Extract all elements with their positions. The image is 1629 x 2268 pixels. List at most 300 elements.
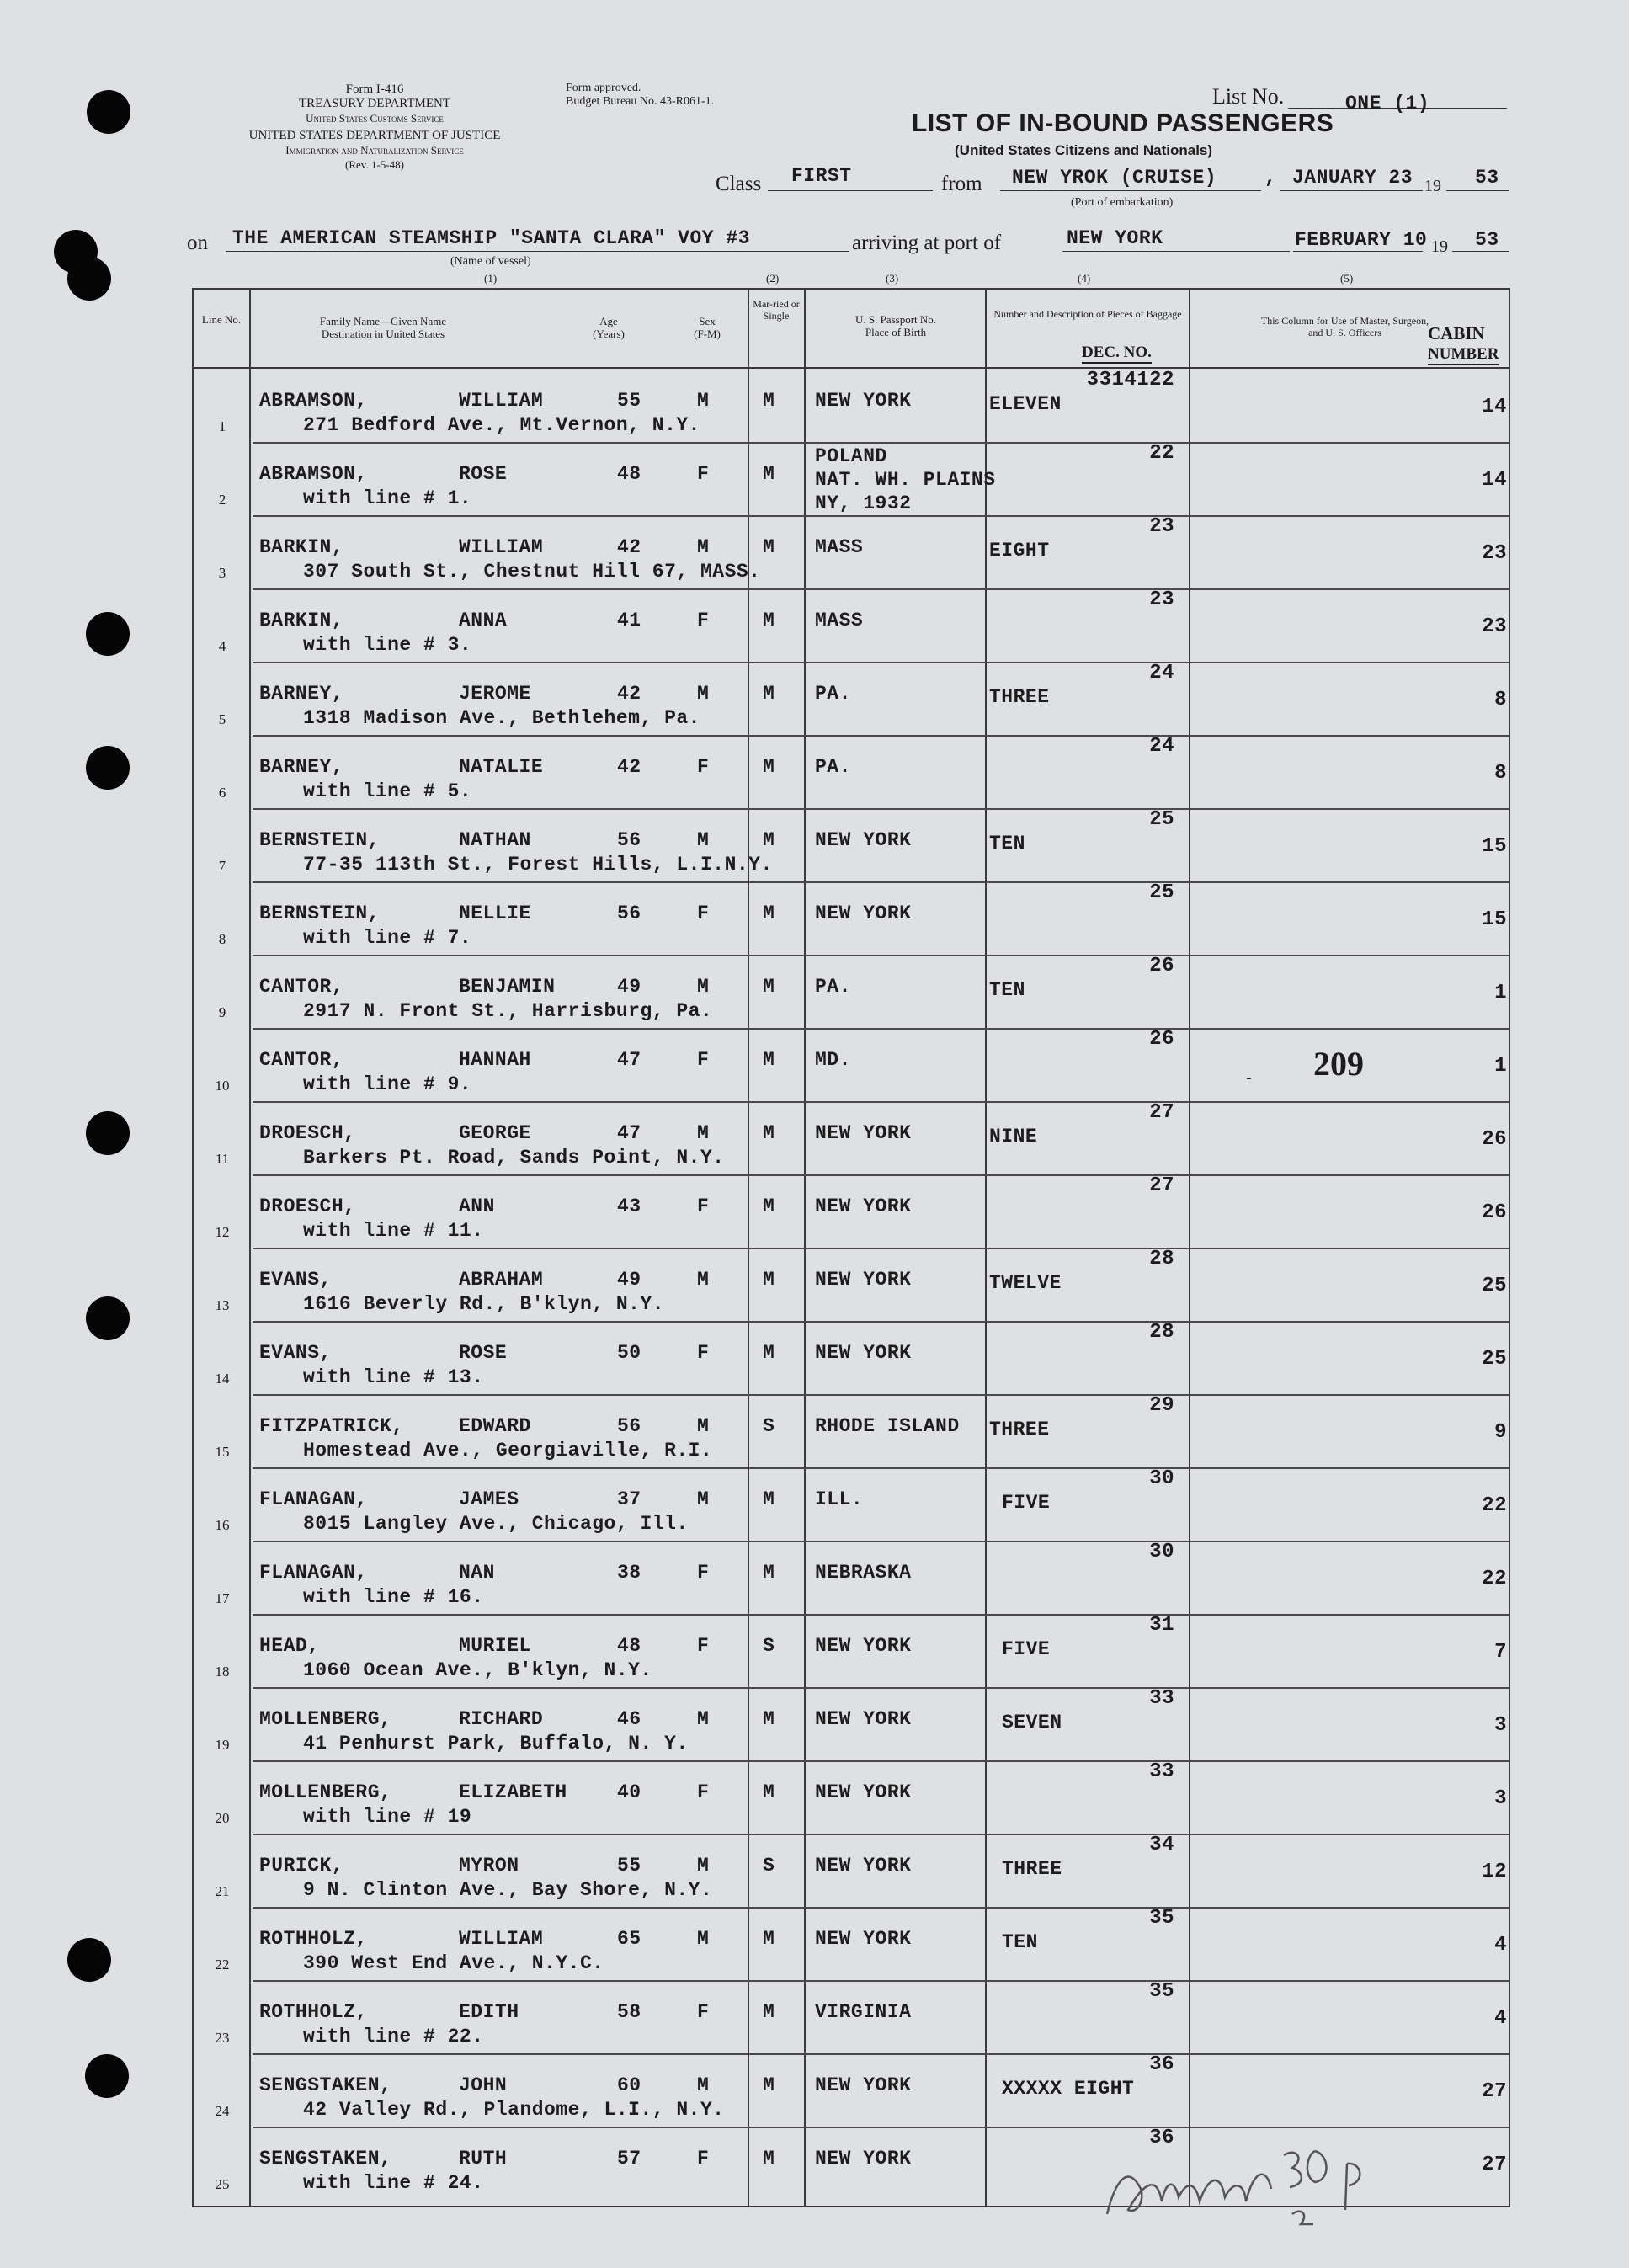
ins-service: Immigration and Naturalization Service	[285, 144, 464, 157]
destination: 390 West End Ave., N.Y.C.	[303, 1952, 604, 1974]
place-of-birth: NEW YORK	[815, 829, 912, 851]
declaration-number: 31	[1149, 1614, 1174, 1637]
binder-hole	[86, 1111, 130, 1155]
destination: with line # 24.	[303, 2172, 484, 2194]
age: 56	[617, 902, 641, 924]
line-number: 8	[218, 931, 226, 947]
declaration-number: 29	[1149, 1394, 1174, 1417]
destination: 2917 N. Front St., Harrisburg, Pa.	[303, 1000, 713, 1022]
place-of-birth: NEW YORK	[815, 902, 912, 924]
vessel-caption: (Name of vessel)	[450, 255, 531, 268]
marital-status: M	[763, 1342, 775, 1364]
destination: with line # 19	[303, 1806, 472, 1828]
sex: F	[697, 2148, 710, 2170]
line-number: 23	[215, 2030, 230, 2046]
given-name: JEROME	[459, 683, 531, 705]
family-name: SENGSTAKEN,	[259, 2074, 392, 2096]
age: 56	[617, 1415, 641, 1437]
family-name: FITZPATRICK,	[259, 1415, 404, 1437]
family-name: ROTHHOLZ,	[259, 2001, 368, 2023]
cabin-number: 25	[1482, 1275, 1507, 1297]
given-name: HANNAH	[459, 1049, 531, 1071]
given-name: ANN	[459, 1195, 495, 1217]
header-line-no: Line No.	[201, 313, 242, 326]
sex: F	[697, 902, 710, 924]
family-name: BARNEY,	[259, 683, 344, 705]
family-name: FLANAGAN,	[259, 1562, 368, 1584]
marital-status: M	[763, 1195, 775, 1217]
place-of-birth: MASS	[815, 536, 864, 558]
given-name: ROSE	[459, 463, 508, 485]
baggage-count: THREE	[989, 686, 1050, 708]
header-passport: U. S. Passport No. Place of Birth	[854, 313, 937, 338]
destination: with line # 22.	[303, 2026, 484, 2047]
given-name: JOHN	[459, 2074, 508, 2096]
sex: M	[697, 683, 710, 705]
age: 49	[617, 1269, 641, 1291]
declaration-number: 23	[1149, 588, 1174, 611]
list-no-label: List No.	[1212, 84, 1285, 109]
class-label: Class	[716, 173, 762, 195]
col-number-2: (2)	[766, 272, 780, 285]
age: 40	[617, 1781, 641, 1803]
customs-service: United States Customs Service	[306, 112, 444, 125]
place-of-birth: ILL.	[815, 1488, 864, 1510]
place-of-birth: NEW YORK	[815, 1855, 912, 1877]
line-number: 17	[215, 1590, 230, 1606]
given-name: NATHAN	[459, 829, 531, 851]
header-name: Family Name—Given Name Destination in United States	[319, 315, 447, 340]
destination: with line # 9.	[303, 1073, 472, 1095]
destination: 1616 Beverly Rd., B'klyn, N.Y.	[303, 1293, 665, 1315]
arriving-label: arriving at port of	[852, 232, 1002, 254]
declaration-number: 27	[1149, 1174, 1174, 1197]
sex: F	[697, 2001, 710, 2023]
declaration-number: 24	[1149, 662, 1174, 684]
given-name: WILLIAM	[459, 390, 544, 412]
age: 46	[617, 1708, 641, 1730]
family-name: ABRAMSON,	[259, 463, 368, 485]
destination: with line # 1.	[303, 487, 472, 509]
given-name: ELIZABETH	[459, 1781, 567, 1803]
place-of-birth: NEW YORK	[815, 1781, 912, 1803]
baggage-count: XXXXX EIGHT	[1002, 2078, 1135, 2100]
destination: 8015 Langley Ave., Chicago, Ill.	[303, 1513, 689, 1535]
declaration-number: 26	[1149, 1028, 1174, 1051]
place-of-birth: NEW YORK	[815, 1269, 912, 1291]
on-label: on	[187, 232, 208, 254]
declaration-number: 36	[1149, 2127, 1174, 2149]
family-name: BERNSTEIN,	[259, 902, 381, 924]
declaration-number: 28	[1149, 1248, 1174, 1270]
place-of-birth: PA.	[815, 683, 851, 705]
destination: with line # 16.	[303, 1586, 484, 1608]
declaration-number: 28	[1149, 1321, 1174, 1344]
destination: Barkers Pt. Road, Sands Point, N.Y.	[303, 1147, 725, 1169]
departure-date: JANUARY 23	[1292, 167, 1413, 189]
sex: M	[697, 1122, 710, 1144]
binder-hole	[67, 257, 111, 301]
marital-status: M	[763, 2074, 775, 2096]
age: 42	[617, 683, 641, 705]
marital-status: S	[763, 1635, 775, 1657]
age: 43	[617, 1195, 641, 1217]
sex: F	[697, 610, 710, 631]
given-name: MYRON	[459, 1855, 519, 1877]
departure-year-prefix: 19	[1424, 177, 1441, 195]
header-baggage: Number and Description of Pieces of Baggage	[993, 308, 1182, 320]
cabin-number: 3	[1494, 1787, 1507, 1810]
baggage-count: FIVE	[1002, 1638, 1051, 1660]
cabin-number: 14	[1482, 396, 1507, 418]
declaration-number: 33	[1149, 1760, 1174, 1783]
binder-hole	[86, 746, 130, 790]
destination: 41 Penhurst Park, Buffalo, N. Y.	[303, 1733, 689, 1754]
line-number: 7	[218, 858, 226, 874]
line-number: 22	[215, 1957, 230, 1973]
age: 38	[617, 1562, 641, 1584]
given-name: ROSE	[459, 1342, 508, 1364]
given-name: WILLIAM	[459, 536, 544, 558]
marital-status: S	[763, 1415, 775, 1437]
declaration-number: 34	[1149, 1834, 1174, 1856]
sex: F	[697, 1562, 710, 1584]
place-of-birth: RHODE ISLAND	[815, 1415, 960, 1437]
header-cabin-number: NUMBER	[1428, 345, 1499, 365]
sex: M	[697, 1488, 710, 1510]
place-of-birth: MD.	[815, 1049, 851, 1071]
age: 56	[617, 829, 641, 851]
cabin-number: 8	[1494, 689, 1507, 711]
age: 42	[617, 536, 641, 558]
marital-status: M	[763, 1708, 775, 1730]
cabin-number: 22	[1482, 1494, 1507, 1517]
destination: 1318 Madison Ave., Bethlehem, Pa.	[303, 707, 700, 729]
declaration-number: 24	[1149, 735, 1174, 758]
age: 42	[617, 756, 641, 778]
naturalization-year: NY, 1932	[815, 492, 912, 514]
marital-status: M	[763, 1269, 775, 1291]
place-of-birth: PA.	[815, 756, 851, 778]
sex: F	[697, 463, 710, 485]
line-number: 20	[215, 1810, 230, 1826]
binder-hole	[85, 2054, 129, 2098]
age: 48	[617, 463, 641, 485]
age: 47	[617, 1122, 641, 1144]
place-of-birth: NEW YORK	[815, 390, 912, 412]
destination: with line # 11.	[303, 1220, 484, 1242]
cabin-number: 8	[1494, 762, 1507, 785]
family-name: BERNSTEIN,	[259, 829, 381, 851]
marital-status: M	[763, 1781, 775, 1803]
declaration-number: 25	[1149, 881, 1174, 904]
sex: M	[697, 2074, 710, 2096]
cabin-number: 25	[1482, 1348, 1507, 1371]
marital-status: M	[763, 390, 775, 412]
destination: with line # 13.	[303, 1366, 484, 1388]
baggage-count: NINE	[989, 1126, 1038, 1147]
line-number: 16	[215, 1517, 230, 1533]
line-number: 13	[215, 1297, 230, 1313]
budget-bureau: Budget Bureau No. 43-R061-1.	[566, 95, 715, 108]
arrival-port: NEW YORK	[1067, 227, 1163, 249]
given-name: JAMES	[459, 1488, 519, 1510]
marital-status: M	[763, 976, 775, 998]
header-sex: Sex (F-M)	[694, 315, 721, 340]
marital-status: M	[763, 1122, 775, 1144]
cabin-number: 26	[1482, 1201, 1507, 1224]
line-number: 14	[215, 1371, 230, 1387]
vessel-name: THE AMERICAN STEAMSHIP "SANTA CLARA" VOY #3	[232, 227, 750, 249]
line-number: 24	[215, 2103, 230, 2119]
place-of-birth: NEW YORK	[815, 1342, 912, 1364]
marital-status: M	[763, 463, 775, 485]
line-number: 12	[215, 1224, 230, 1240]
baggage-count: EIGHT	[989, 540, 1050, 562]
destination: 77-35 113th St., Forest Hills, L.I.N.Y.	[303, 854, 773, 876]
family-name: SENGSTAKEN,	[259, 2148, 392, 2170]
line-number: 9	[218, 1004, 226, 1020]
declaration-number: 30	[1149, 1541, 1174, 1563]
place-of-birth: MASS	[815, 610, 864, 631]
header-married-single: Mar-ried or Single	[753, 298, 800, 322]
stamp-number: 209	[1313, 1045, 1364, 1083]
family-name: ROTHHOLZ,	[259, 1928, 368, 1950]
family-name: MOLLENBERG,	[259, 1781, 392, 1803]
baggage-count: ELEVEN	[989, 393, 1062, 415]
sex: F	[697, 1049, 710, 1071]
given-name: NATALIE	[459, 756, 544, 778]
sex: F	[697, 1781, 710, 1803]
place-of-birth: NEW YORK	[815, 2148, 912, 2170]
revision: (Rev. 1-5-48)	[345, 158, 404, 171]
binder-hole	[86, 1296, 130, 1340]
given-name: BENJAMIN	[459, 976, 556, 998]
marital-status: M	[763, 1928, 775, 1950]
from-label: from	[941, 173, 982, 195]
line-number: 6	[218, 785, 226, 801]
marital-status: M	[763, 1049, 775, 1071]
age: 55	[617, 1855, 641, 1877]
sex: F	[697, 1342, 710, 1364]
cabin-number: 26	[1482, 1128, 1507, 1151]
baggage-count: THREE	[1002, 1858, 1062, 1880]
family-name: MOLLENBERG,	[259, 1708, 392, 1730]
line-number: 25	[215, 2176, 230, 2192]
binder-hole	[86, 612, 130, 656]
place-of-birth: NEW YORK	[815, 2074, 912, 2096]
age: 37	[617, 1488, 641, 1510]
given-name: GEORGE	[459, 1122, 531, 1144]
sex: M	[697, 536, 710, 558]
sex: M	[697, 976, 710, 998]
cabin-number: 27	[1482, 2154, 1507, 2176]
departure-year: 53	[1475, 167, 1499, 189]
place-of-birth: NEW YORK	[815, 1122, 912, 1144]
marital-status: M	[763, 536, 775, 558]
form-approved: Form approved.	[566, 82, 641, 94]
marital-status: M	[763, 683, 775, 705]
declaration-number: 36	[1149, 2053, 1174, 2076]
col-number-5: (5)	[1340, 272, 1354, 285]
cabin-number: 23	[1482, 615, 1507, 638]
line-number: 15	[215, 1444, 230, 1460]
age: 55	[617, 390, 641, 412]
from-value: NEW YROK (CRUISE)	[1012, 167, 1217, 189]
line-number: 3	[218, 565, 226, 581]
line-number: 5	[218, 711, 226, 727]
family-name: DROESCH,	[259, 1122, 356, 1144]
given-name: EDITH	[459, 2001, 519, 2023]
age: 47	[617, 1049, 641, 1071]
family-name: BARKIN,	[259, 536, 344, 558]
arrival-year: 53	[1475, 229, 1499, 251]
justice-dept: UNITED STATES DEPARTMENT OF JUSTICE	[248, 129, 501, 142]
treasury-dept: TREASURY DEPARTMENT	[298, 97, 451, 110]
col-number-1: (1)	[484, 272, 498, 285]
sex: F	[697, 756, 710, 778]
baggage-count: TEN	[1002, 1931, 1038, 1953]
given-name: RICHARD	[459, 1708, 544, 1730]
line-number: 19	[215, 1737, 230, 1753]
sex: M	[697, 829, 710, 851]
sex: M	[697, 1415, 710, 1437]
marital-status: M	[763, 1488, 775, 1510]
place-of-birth: POLAND	[815, 445, 887, 467]
destination: with line # 3.	[303, 634, 472, 656]
line-number: 4	[218, 638, 226, 654]
given-name: RUTH	[459, 2148, 508, 2170]
line-number: 1	[218, 418, 226, 434]
marital-status: M	[763, 2148, 775, 2170]
arrival-date: FEBRUARY 10	[1295, 229, 1428, 251]
given-name: NAN	[459, 1562, 495, 1584]
destination: Homestead Ave., Georgiaville, R.I.	[303, 1440, 713, 1461]
cabin-number: 7	[1494, 1641, 1507, 1664]
baggage-count: FIVE	[1002, 1492, 1051, 1514]
marital-status: M	[763, 902, 775, 924]
line-number: 2	[218, 492, 226, 508]
family-name: ABRAMSON,	[259, 390, 368, 412]
marital-status: M	[763, 1562, 775, 1584]
baggage-count: TWELVE	[989, 1272, 1062, 1294]
baggage-count: SEVEN	[1002, 1712, 1062, 1733]
declaration-number: 25	[1149, 808, 1174, 831]
baggage-count: THREE	[989, 1419, 1050, 1440]
line-number: 10	[215, 1078, 230, 1094]
age: 41	[617, 610, 641, 631]
destination: 307 South St., Chestnut Hill 67, MASS.	[303, 561, 761, 583]
baggage-count: TEN	[989, 833, 1025, 854]
naturalization-place: NAT. WH. PLAINS	[815, 469, 996, 491]
sex: M	[697, 1928, 710, 1950]
header-dec-no: DEC. NO.	[1082, 343, 1152, 364]
form-subtitle: (United States Citizens and Nationals)	[955, 142, 1213, 158]
family-name: DROESCH,	[259, 1195, 356, 1217]
family-name: PURICK,	[259, 1855, 344, 1877]
col-number-4: (4)	[1078, 272, 1091, 285]
age: 50	[617, 1342, 641, 1364]
given-name: WILLIAM	[459, 1928, 544, 1950]
destination: with line # 7.	[303, 927, 472, 949]
destination: 42 Valley Rd., Plandome, L.I., N.Y.	[303, 2099, 725, 2121]
cabin-number: 15	[1482, 835, 1507, 858]
list-no-value: ONE (1)	[1345, 93, 1430, 114]
marital-status: M	[763, 756, 775, 778]
declaration-number: 22	[1149, 442, 1174, 465]
family-name: FLANAGAN,	[259, 1488, 368, 1510]
baggage-count: TEN	[989, 979, 1025, 1001]
declaration-number: 35	[1149, 1980, 1174, 2003]
handwritten-annotation	[1094, 2130, 1372, 2239]
place-of-birth: NEW YORK	[815, 1928, 912, 1950]
form-number: Form I-416	[345, 83, 404, 96]
arrival-year-prefix: 19	[1431, 237, 1448, 256]
destination: 271 Bedford Ave., Mt.Vernon, N.Y.	[303, 414, 700, 436]
declaration-number: 35	[1149, 1907, 1174, 1930]
approval-block	[566, 82, 714, 109]
form-title: LIST OF IN-BOUND PASSENGERS	[912, 109, 1334, 137]
family-name: CANTOR,	[259, 976, 344, 998]
binder-hole	[87, 90, 130, 134]
age: 60	[617, 2074, 641, 2096]
cabin-number: 1	[1494, 982, 1507, 1004]
agency-block	[189, 83, 560, 172]
declaration-number: 27	[1149, 1101, 1174, 1124]
family-name: HEAD,	[259, 1635, 320, 1657]
place-of-birth: VIRGINIA	[815, 2001, 912, 2023]
cabin-number: 23	[1482, 542, 1507, 565]
declaration-number: 23	[1149, 515, 1174, 538]
sex: F	[697, 1195, 710, 1217]
binder-hole	[67, 1938, 111, 1982]
line-number: 11	[215, 1151, 230, 1167]
declaration-number: 33	[1149, 1687, 1174, 1710]
given-name: EDWARD	[459, 1415, 531, 1437]
age: 58	[617, 2001, 641, 2023]
cabin-number: 15	[1482, 908, 1507, 931]
sex: M	[697, 1855, 710, 1877]
col-number-3: (3)	[886, 272, 899, 285]
family-name: BARKIN,	[259, 610, 344, 631]
marital-status: S	[763, 1855, 775, 1877]
place-of-birth: NEW YORK	[815, 1195, 912, 1217]
cabin-number: 3	[1494, 1714, 1507, 1737]
cabin-number: 27	[1482, 2080, 1507, 2103]
marital-status: M	[763, 610, 775, 631]
marital-status: M	[763, 829, 775, 851]
line-number: 18	[215, 1664, 230, 1680]
header-age: Age (Years)	[593, 315, 625, 340]
sex: M	[697, 1269, 710, 1291]
age: 49	[617, 976, 641, 998]
cabin-number: 9	[1494, 1421, 1507, 1444]
sex: M	[697, 390, 710, 412]
place-of-birth: NEBRASKA	[815, 1562, 912, 1584]
marital-status: M	[763, 2001, 775, 2023]
cabin-number: 4	[1494, 2007, 1507, 2030]
cabin-number: 4	[1494, 1934, 1507, 1957]
cabin-number: 1	[1494, 1055, 1507, 1078]
cabin-number: 14	[1482, 469, 1507, 492]
family-name: CANTOR,	[259, 1049, 344, 1071]
family-name: EVANS,	[259, 1269, 332, 1291]
destination: with line # 5.	[303, 780, 472, 802]
declaration-number: 3314122	[1086, 369, 1174, 391]
cabin-number: 22	[1482, 1568, 1507, 1590]
age: 57	[617, 2148, 641, 2170]
given-name: NELLIE	[459, 902, 531, 924]
